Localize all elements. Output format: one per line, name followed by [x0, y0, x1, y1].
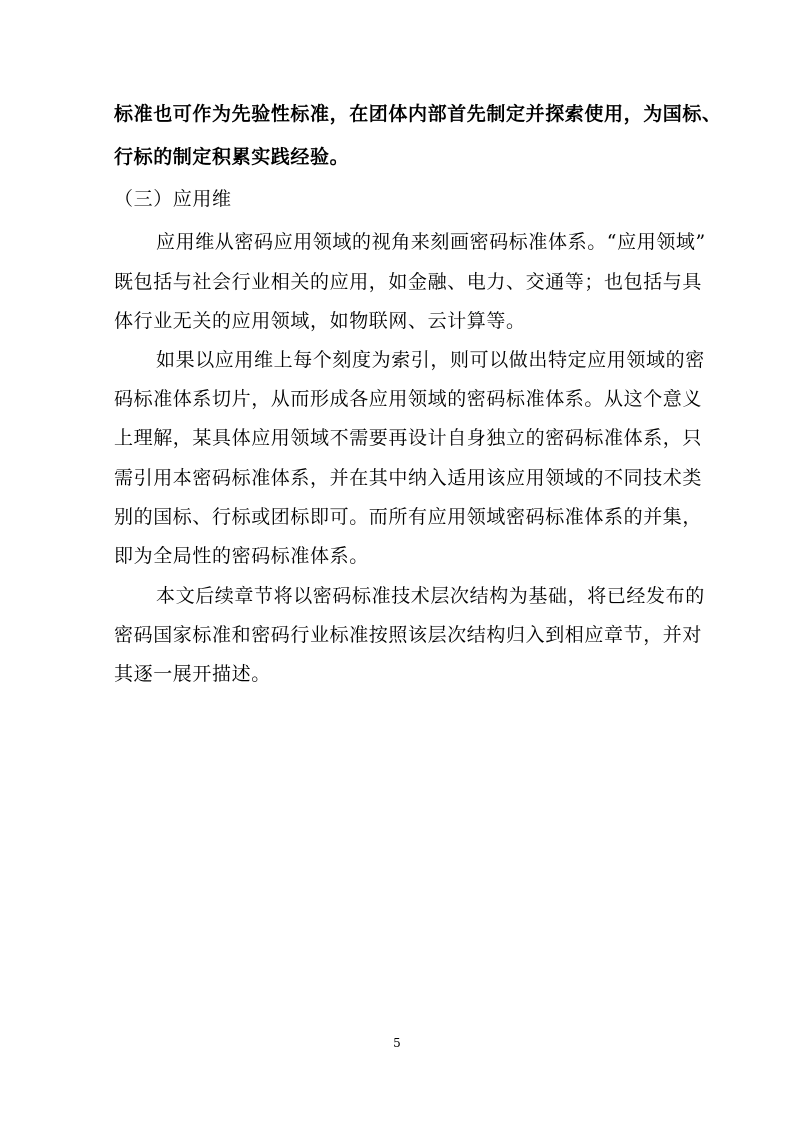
paragraph-1-line-1: 应用维从密码应用领域的视角来刻画密码标准体系。“应用领域” [156, 231, 706, 253]
section-heading: （三）应用维 [114, 188, 232, 210]
page-number: 5 [393, 1036, 401, 1050]
paragraph-3-line-2: 密码国家标准和密码行业标准按照该层次结构归入到相应章节，并对 [114, 624, 703, 646]
intro-line-2: 行标的制定积累实践经验。 [114, 146, 350, 168]
paragraph-2-line-3: 上理解，某具体应用领域不需要再设计自身独立的密码标准体系，只 [114, 427, 703, 449]
paragraph-1-line-3: 体行业无关的应用领域，如物联网、云计算等。 [114, 310, 526, 332]
paragraph-2-line-1: 如果以应用维上每个刻度为索引，则可以做出特定应用领域的密 [156, 349, 705, 371]
intro-line-1: 标准也可作为先验性标准，在团体内部首先制定并探索使用，为国标、 [114, 103, 722, 125]
paragraph-3-line-1: 本文后续章节将以密码标准技术层次结构为基础，将已经发布的 [156, 585, 705, 607]
paragraph-2-line-6: 即为全局性的密码标准体系。 [114, 545, 369, 567]
paragraph-2-line-5: 别的国标、行标或团标即可。而所有应用领域密码标准体系的并集， [114, 506, 703, 528]
paragraph-1-line-2: 既包括与社会行业相关的应用，如金融、电力、交通等；也包括与具 [114, 271, 703, 293]
paragraph-3-line-3: 其逐一展开描述。 [114, 663, 271, 685]
paragraph-2-line-4: 需引用本密码标准体系，并在其中纳入适用该应用领域的不同技术类 [114, 467, 703, 489]
paragraph-2-line-2: 码标准体系切片，从而形成各应用领域的密码标准体系。从这个意义 [114, 388, 703, 410]
